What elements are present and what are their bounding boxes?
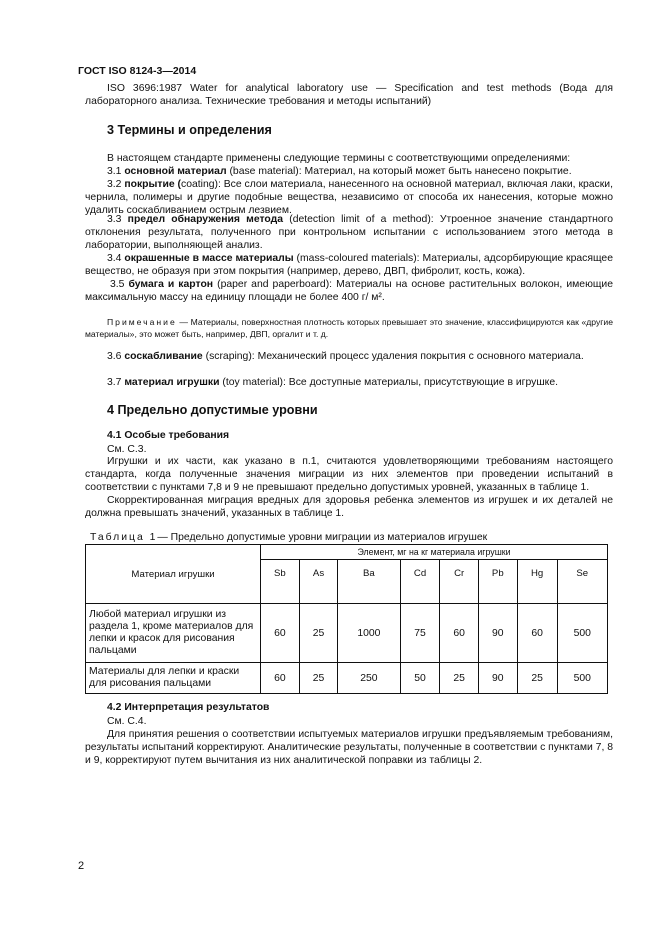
term-number: 3.5 xyxy=(110,279,129,290)
subsection-4-2-title: 4.2 Интерпретация результатов xyxy=(107,702,270,713)
limits-table xyxy=(85,544,608,694)
table-caption-label: Таблица 1 xyxy=(90,532,158,543)
section-3-intro: В настоящем стандарте применены следующие термины с соответствующими определениями: xyxy=(107,153,571,164)
table-header-row xyxy=(86,545,608,560)
term-3-1 xyxy=(85,165,613,178)
note xyxy=(85,316,613,340)
term-name: материал игрушки xyxy=(124,377,220,388)
term-number: 3.1 xyxy=(107,166,125,177)
table-row xyxy=(86,604,608,663)
value-cell: 60 xyxy=(261,604,300,663)
value-cell: 60 xyxy=(517,604,557,663)
subsection-4-1-paragraph-2: Скорректированная миграция вредных для здоровья ребенка элементов из игрушек и их деталей не должна превышать значений, указанных в таблице 1. xyxy=(85,495,613,520)
element-header: As xyxy=(299,560,337,604)
value-cell: 1000 xyxy=(338,604,400,663)
term-name: предел обнаружения метода xyxy=(127,214,284,225)
value-cell: 500 xyxy=(557,663,607,694)
element-group-header: Элемент, мг на кг материала игрушки xyxy=(261,545,608,560)
section-4-title: 4 Предельно допустимые уровни xyxy=(107,403,318,417)
subsection-4-2-ref: См. С.4. xyxy=(107,716,147,727)
term-definition: (paper and paperboard): Материалы на основе растительных волокон, имеющие максимальную массу на единицу площади не более 400 г/ м². xyxy=(85,279,613,304)
term-definition: (toy material): Все доступные материалы, присутствующие в игрушке. xyxy=(219,377,558,388)
term-definition: (detection limit of a method): Утроенное значение стандартного отклонения результата, полученного при контрольном испытании с использованием этого метода в лаборатории, выполняющей анализ. xyxy=(85,214,613,252)
document-header: ГОСТ ISO 8124-3—2014 xyxy=(78,65,197,77)
element-header: Ba xyxy=(338,560,400,604)
note-text: — Материалы, поверхностная плотность которых превышает это значение, классифицируются как «другие материалы», это может быть, например, ДВП, оргалит и т. д. xyxy=(85,317,613,339)
term-name: бумага и картон xyxy=(128,279,214,290)
subsection-4-1-title: 4.1 Особые требования xyxy=(107,430,230,441)
term-number: 3.4 xyxy=(107,253,125,264)
term-number: 3.6 xyxy=(107,351,125,362)
value-cell: 500 xyxy=(557,604,607,663)
term-name: основной материал xyxy=(124,166,227,177)
value-cell: 90 xyxy=(478,604,517,663)
value-cell: 250 xyxy=(338,663,400,694)
value-cell: 25 xyxy=(299,663,337,694)
normative-reference: ISO 3696:1987 Water for analytical laboratory use — Specification and test methods (Вода для лабораторного анализа. Технические требования и методы испытаний) xyxy=(85,83,613,108)
term-name: соскабливание xyxy=(124,351,203,362)
value-cell: 25 xyxy=(440,663,478,694)
element-header: Cd xyxy=(400,560,440,604)
value-cell: 50 xyxy=(400,663,440,694)
term-3-2 xyxy=(85,178,613,218)
term-3-4 xyxy=(85,252,613,278)
table-caption xyxy=(90,531,487,544)
term-definition: (mass-coloured materials): Материалы, адсорбирующие красящее вещество, не образуя при этом покрытия (например, дерево, ДВП, фибролит, кость, кожа). xyxy=(85,253,613,278)
value-cell: 60 xyxy=(261,663,300,694)
table-caption-text: — Предельно допустимые уровни миграции из материалов игрушек xyxy=(157,532,488,543)
value-cell: 25 xyxy=(517,663,557,694)
table-row xyxy=(86,663,608,694)
value-cell: 90 xyxy=(478,663,517,694)
term-3-5 xyxy=(85,278,613,304)
term-number: 3.7 xyxy=(107,377,125,388)
term-definition: coating): Все слои материала, нанесенного на основной материал, включая лаки, краски, чернила, полимеры и другие подобные вещества, независимо от способа их нанесения, которые можно удалить соскабливанием острым лезвием. xyxy=(85,179,613,217)
value-cell: 60 xyxy=(440,604,478,663)
subsection-4-2-paragraph: Для принятия решения о соответствии испытуемых материалов игрушки предъявляемым требованиям, результаты испытаний корректируют. Аналитические результаты, полученные в соответствии с пунктами 7, 8 и 9, корректируют путем вычитания из них аналитической поправки из таблицы 2. xyxy=(85,729,613,767)
term-definition: (base material): Материал, на который может быть нанесено покрытие. xyxy=(226,166,572,177)
term-name: окрашенные в массе материалы xyxy=(124,253,294,264)
element-header: Hg xyxy=(517,560,557,604)
term-definition: (scraping): Механический процесс удаления покрытия с основного материала. xyxy=(202,351,584,362)
section-3-title: 3 Термины и определения xyxy=(107,123,272,137)
material-cell: Материалы для лепки и краски для рисования пальцами xyxy=(86,663,261,694)
subsection-4-1-paragraph-1: Игрушки и их части, как указано в п.1, считаются удовлетворяющими требованиям настоящего стандарта, когда полученные значения миграции из них элементов при проведении испытаний в соответствии с пунктами 7,8 и 9 не превышают предельно допустимых уровней, указанных в таблице 1. xyxy=(85,456,613,494)
term-number: 3.3 xyxy=(107,214,128,225)
term-3-7 xyxy=(107,376,558,389)
element-header: Se xyxy=(557,560,607,604)
element-header: Pb xyxy=(478,560,517,604)
value-cell: 75 xyxy=(400,604,440,663)
term-3-3 xyxy=(85,213,613,253)
material-cell: Любой материал игрушки из раздела 1, кроме материалов для лепки и красок для рисования пальцами xyxy=(86,604,261,663)
term-number: 3.2 xyxy=(107,179,125,190)
term-3-6 xyxy=(85,350,613,363)
element-header: Sb xyxy=(261,560,300,604)
element-header: Cr xyxy=(440,560,478,604)
material-column-header: Материал игрушки xyxy=(86,545,261,604)
note-label: Примечание xyxy=(107,317,177,327)
term-name: покрытие ( xyxy=(124,179,181,190)
subsection-4-1-ref: См. С.3. xyxy=(107,444,147,455)
page-number: 2 xyxy=(78,860,85,872)
value-cell: 25 xyxy=(299,604,337,663)
